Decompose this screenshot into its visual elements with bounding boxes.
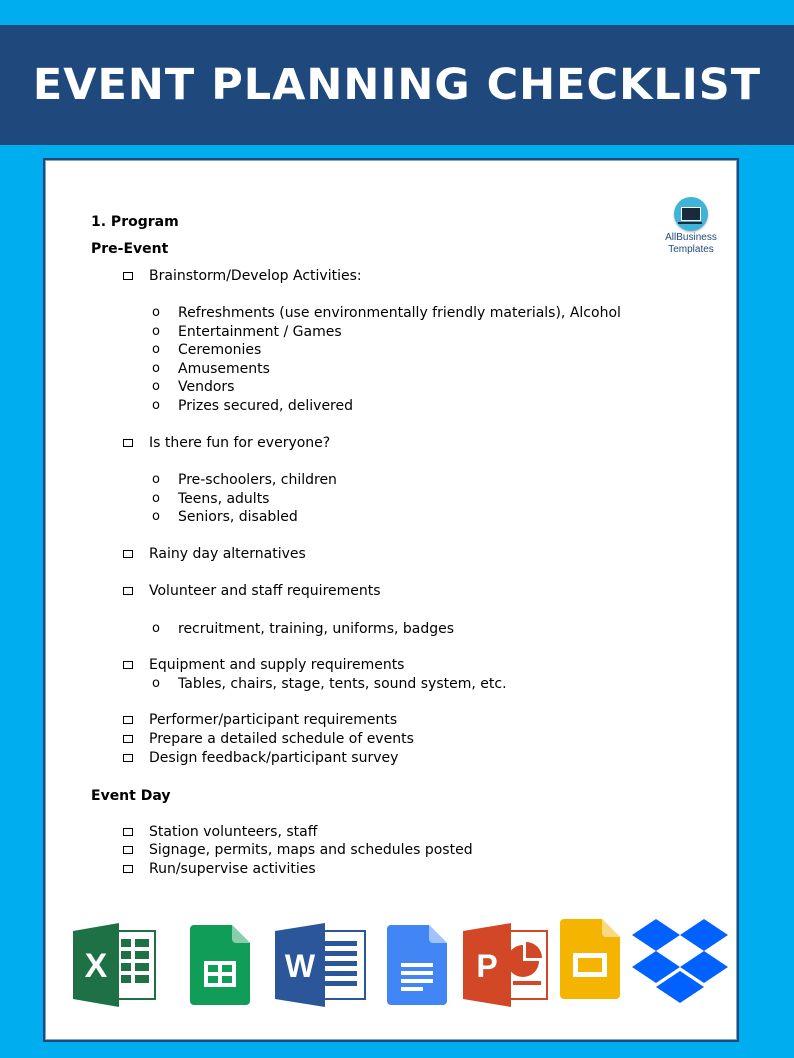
allbusiness-logo[interactable]	[661, 197, 721, 255]
bullet-marker: o	[152, 323, 160, 339]
event-day-item-label: Signage, permits, maps and schedules posted	[149, 842, 473, 858]
section-heading: 1. Program	[91, 214, 179, 230]
word-icon[interactable]	[275, 923, 369, 1007]
checklist-item-label: Brainstorm/Develop Activities:	[149, 268, 362, 284]
google-slides-icon[interactable]	[560, 919, 620, 999]
sub-item-label: Prizes secured, delivered	[178, 398, 353, 414]
google-docs-icon[interactable]	[387, 925, 447, 1005]
bullet-marker: o	[152, 676, 160, 691]
checkbox[interactable]	[123, 587, 133, 595]
excel-letter: X	[84, 947, 108, 985]
checklist-item-label: Volunteer and staff requirements	[149, 583, 381, 599]
powerpoint-icon[interactable]	[463, 923, 551, 1007]
checkbox[interactable]	[123, 754, 133, 762]
bullet-marker: o	[152, 472, 160, 487]
checkbox[interactable]	[123, 550, 133, 558]
sub-item-label: Tables, chairs, stage, tents, sound system, etc.	[178, 676, 507, 692]
checkbox[interactable]	[123, 716, 133, 724]
checklist-item-label: Is there fun for everyone?	[149, 435, 331, 451]
page-title: EVENT PLANNING CHECKLIST	[32, 60, 762, 110]
checklist-item-label: Rainy day alternatives	[149, 546, 306, 562]
laptop-icon	[674, 197, 708, 231]
checkbox[interactable]	[123, 828, 133, 836]
sub-item-label: Teens, adults	[178, 490, 270, 507]
dropbox-icon[interactable]	[632, 919, 728, 1007]
checklist-item-label: Performer/participant requirements	[149, 712, 398, 728]
sub-item-label: Refreshments (use environmentally friendly materials), Alcohol	[178, 305, 621, 321]
word-letter: W	[284, 948, 316, 984]
app-icons-row	[45, 917, 737, 1012]
bullet-marker: o	[152, 621, 160, 636]
bullet-marker: o	[152, 398, 160, 413]
sub-item-label: Seniors, disabled	[178, 509, 298, 526]
checkbox[interactable]	[123, 661, 133, 669]
excel-icon[interactable]	[73, 923, 159, 1007]
bullet-marker: o	[152, 305, 160, 320]
sub-item-label: Entertainment / Games	[178, 323, 342, 340]
checkbox[interactable]	[123, 272, 133, 280]
checkbox[interactable]	[123, 846, 133, 854]
logo-line-2: Templates	[668, 244, 714, 255]
checklist-item-label: Equipment and supply requirements	[149, 657, 405, 673]
google-sheets-icon[interactable]	[190, 925, 250, 1005]
bullet-marker: o	[152, 509, 160, 525]
logo-line-1: AllBusiness	[665, 232, 717, 243]
checklist-item-label: Prepare a detailed schedule of events	[149, 731, 414, 747]
event-day-item-label: Station volunteers, staff	[149, 824, 318, 840]
bullet-marker: o	[152, 342, 160, 358]
sub-item-label: Vendors	[178, 379, 235, 396]
event-day-item-label: Run/supervise activities	[149, 861, 316, 877]
title-banner	[0, 25, 794, 145]
checkbox[interactable]	[123, 865, 133, 873]
bullet-marker: o	[152, 490, 160, 506]
document-sheet	[43, 158, 739, 1042]
checkbox[interactable]	[123, 735, 133, 743]
checkbox[interactable]	[123, 439, 133, 447]
event-day-heading: Event Day	[91, 788, 171, 804]
checklist-item-label: Design feedback/participant survey	[149, 750, 399, 766]
sub-item-label: Pre-schoolers, children	[178, 472, 337, 488]
pre-event-heading: Pre-Event	[91, 241, 169, 257]
sub-item-label: Amusements	[178, 360, 270, 377]
sub-item-label: Ceremonies	[178, 342, 262, 359]
powerpoint-letter: P	[476, 948, 498, 984]
bullet-marker: o	[152, 360, 160, 376]
sub-item-label: recruitment, training, uniforms, badges	[178, 621, 455, 637]
bullet-marker: o	[152, 379, 160, 395]
